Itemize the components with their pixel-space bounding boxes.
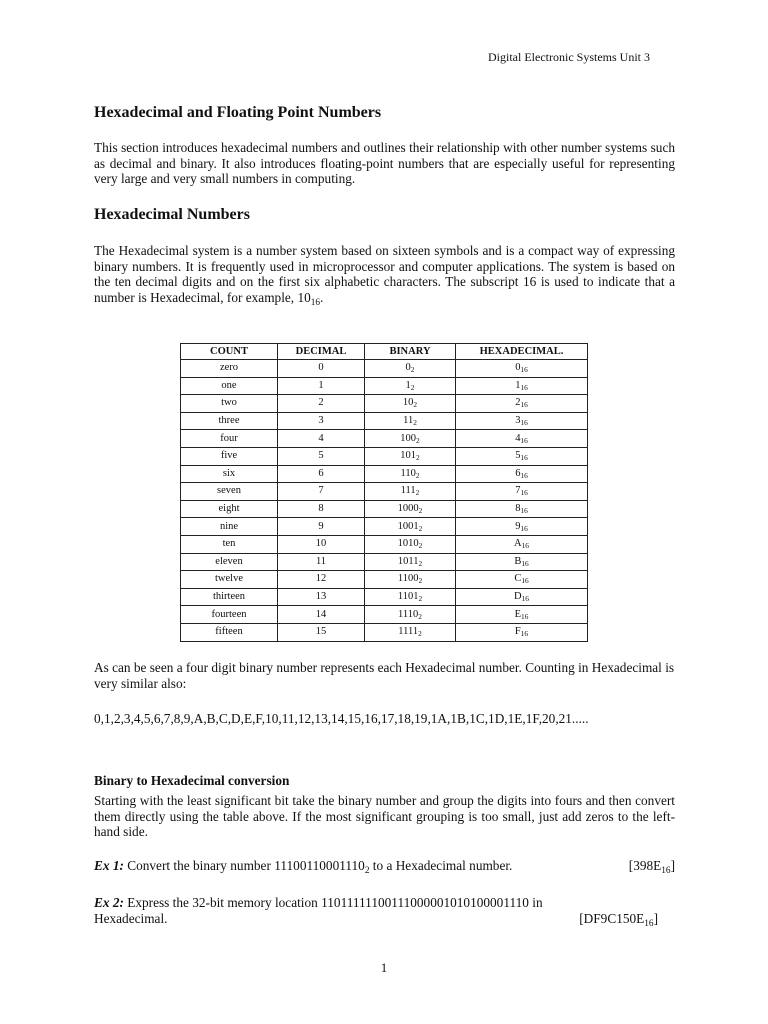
cell-binary — [365, 588, 456, 606]
col-header-binary: BINARY — [365, 344, 456, 360]
example-1-answer-sub: 16 — [661, 865, 671, 876]
example-2-text2: Hexadecimal. — [94, 910, 168, 926]
cell-hex — [456, 377, 588, 395]
cell-binary-value: 11 — [403, 415, 414, 427]
cell-binary-value: 1101 — [397, 591, 419, 603]
cell-binary-base: 2 — [416, 435, 420, 445]
cell-hex — [456, 571, 588, 589]
cell-count-value: eleven — [215, 555, 243, 567]
cell-decimal — [278, 518, 365, 536]
cell-decimal-value: 15 — [315, 626, 327, 638]
hex-paragraph-text: The Hexadecimal system is a number system based on sixteen symbols and is a compact way of expressing binary numbers. It is frequently used in microprocessor and computer applications. The system is based on the ten decimal digits and on the first six alphabetic characters. The subscript 16 is used to indicate that a number is Hexadecimal, for example, 10 — [94, 243, 675, 305]
table-row — [181, 465, 588, 483]
cell-binary — [365, 395, 456, 413]
example-1 — [94, 858, 675, 874]
cell-binary-value: 10 — [402, 397, 414, 409]
cell-binary-base: 2 — [418, 594, 423, 604]
cell-binary-base: 2 — [418, 523, 423, 533]
cell-binary-base: 2 — [413, 418, 417, 428]
example-1-answer — [629, 858, 675, 874]
cell-binary-value: 1010 — [397, 538, 419, 550]
cell-count — [181, 571, 278, 589]
cell-decimal-value: 14 — [315, 608, 327, 620]
cell-count-value: two — [221, 397, 237, 409]
cell-hex-value: 5 — [515, 450, 521, 462]
cell-binary — [365, 606, 456, 624]
cell-hex — [456, 500, 588, 518]
cell-hex — [456, 606, 588, 624]
table-row — [181, 395, 588, 413]
bin2hex-heading: Binary to Hexadecimal conversion — [94, 773, 290, 788]
cell-count-value: five — [220, 450, 238, 462]
cell-hex-base: 16 — [520, 488, 528, 498]
cell-hex-base: 16 — [520, 471, 528, 481]
cell-binary-value: 1 — [405, 379, 411, 391]
hex-paragraph-end: . — [320, 289, 324, 305]
page-number: 1 — [380, 960, 388, 975]
cell-binary-value: 1001 — [397, 520, 419, 532]
cell-hex-base: 16 — [520, 629, 529, 639]
table-row — [181, 430, 588, 448]
cell-count — [181, 465, 278, 483]
cell-binary — [365, 430, 456, 448]
example-1-text2: to a Hexadecimal number. — [369, 858, 513, 873]
cell-hex-value: D — [514, 591, 522, 603]
page-title: Hexadecimal and Floating Point Numbers — [94, 104, 382, 121]
cell-hex — [456, 623, 588, 641]
cell-binary-base: 2 — [418, 506, 423, 516]
cell-count — [181, 606, 278, 624]
cell-count-value: six — [222, 467, 236, 479]
cell-binary — [365, 500, 456, 518]
cell-hex — [456, 430, 588, 448]
cell-binary — [365, 571, 456, 589]
cell-binary-base: 2 — [418, 611, 422, 621]
cell-decimal-value: 0 — [318, 362, 324, 374]
cell-hex — [456, 588, 588, 606]
cell-hex — [456, 553, 588, 571]
cell-hex-value: 3 — [515, 415, 521, 427]
example-1-answer-end: ] — [670, 858, 675, 873]
cell-count-value: ten — [222, 538, 236, 550]
cell-decimal — [278, 571, 365, 589]
cell-decimal-value: 3 — [318, 415, 324, 427]
cell-decimal-value: 9 — [318, 520, 324, 532]
example-2-line1 — [94, 895, 675, 911]
cell-binary-base: 2 — [415, 488, 420, 498]
cell-count — [181, 483, 278, 501]
cell-binary — [365, 483, 456, 501]
cell-decimal — [278, 606, 365, 624]
cell-count — [181, 412, 278, 430]
table-body — [181, 360, 588, 642]
cell-decimal — [278, 360, 365, 378]
cell-hex — [456, 412, 588, 430]
cell-binary-value: 1011 — [397, 555, 419, 567]
cell-decimal — [278, 377, 365, 395]
cell-hex-base: 16 — [520, 365, 528, 375]
cell-hex-value: 7 — [515, 485, 521, 497]
cell-binary-base: 2 — [415, 471, 420, 481]
cell-binary — [365, 377, 456, 395]
table-row — [181, 483, 588, 501]
table-row — [181, 377, 588, 395]
cell-decimal — [278, 430, 365, 448]
cell-hex-base: 16 — [521, 611, 529, 621]
counting-sequence: 0,1,2,3,4,5,6,7,8,9,A,B,C,D,E,F,10,11,12,13,14,15,16,17,18,19,1A,1B,1C,1D,1E,1F,20,21..... — [94, 711, 589, 726]
cell-count-value: thirteen — [212, 591, 246, 603]
cell-count-value: twelve — [215, 573, 243, 585]
cell-hex-value: 6 — [515, 467, 521, 479]
cell-count-value: one — [221, 379, 237, 391]
after-table-paragraph: As can be seen a four digit binary number represents each Hexadecimal number. Counting in Hexadecimal is very similar also: — [94, 660, 675, 691]
cell-count-value: eight — [218, 503, 240, 515]
table-row — [181, 553, 588, 571]
cell-count — [181, 360, 278, 378]
cell-count — [181, 518, 278, 536]
cell-hex-base: 16 — [520, 418, 528, 428]
cell-hex — [456, 535, 588, 553]
cell-binary-value: 1110 — [398, 608, 419, 620]
cell-hex-base: 16 — [521, 576, 529, 586]
cell-hex-base: 16 — [521, 594, 529, 604]
cell-decimal — [278, 412, 365, 430]
cell-binary-base: 2 — [413, 400, 418, 410]
cell-hex-base: 16 — [521, 559, 529, 569]
cell-hex-base: 16 — [520, 523, 528, 533]
table-row — [181, 571, 588, 589]
col-header-count: COUNT — [181, 344, 278, 360]
table-header-row — [181, 344, 588, 360]
cell-binary-value: 0 — [405, 362, 411, 374]
cell-hex — [456, 518, 588, 536]
cell-hex-value: 0 — [515, 362, 521, 374]
hex-paragraph-sub: 16 — [310, 297, 321, 308]
cell-hex-value: 9 — [515, 520, 521, 532]
cell-hex — [456, 465, 588, 483]
cell-hex — [456, 395, 588, 413]
example-2-answer-end: ] — [653, 910, 658, 926]
cell-binary-value: 1111 — [398, 626, 419, 638]
cell-hex-value: F — [514, 626, 521, 638]
cell-decimal — [278, 553, 365, 571]
cell-decimal — [278, 483, 365, 501]
cell-binary-value: 101 — [400, 450, 417, 462]
cell-hex-base: 16 — [521, 541, 529, 551]
cell-count — [181, 430, 278, 448]
table-row — [181, 535, 588, 553]
table-row — [181, 588, 588, 606]
cell-decimal-value: 6 — [318, 467, 324, 479]
cell-decimal — [278, 623, 365, 641]
table-row — [181, 606, 588, 624]
cell-binary — [365, 465, 456, 483]
section-heading-hex: Hexadecimal Numbers — [94, 206, 250, 223]
cell-count-value: four — [220, 432, 238, 444]
table-row — [181, 518, 588, 536]
example-2-text: Express the 32-bit memory location 11011111100111000001010100001110 in — [123, 895, 543, 910]
example-2-line2 — [94, 911, 675, 927]
cell-decimal-value: 2 — [318, 397, 324, 409]
table-row — [181, 500, 588, 518]
cell-count — [181, 588, 278, 606]
cell-binary — [365, 623, 456, 641]
table-row — [181, 447, 588, 465]
cell-count-value: nine — [219, 520, 239, 532]
cell-binary-value: 110 — [400, 467, 416, 479]
example-1-answer-text: [398E — [628, 858, 662, 873]
cell-count — [181, 377, 278, 395]
table-row — [181, 360, 588, 378]
cell-binary-base: 2 — [418, 541, 423, 551]
cell-hex-value: 4 — [515, 432, 521, 444]
col-header-hexadecimal: HEXADECIMAL. — [456, 344, 588, 360]
example-2-answer — [579, 911, 658, 927]
cell-decimal — [278, 395, 365, 413]
example-1-sub: 2 — [364, 865, 370, 876]
cell-decimal-value: 8 — [318, 503, 324, 515]
cell-hex — [456, 360, 588, 378]
example-2-label: Ex 2: — [94, 895, 124, 910]
cell-decimal-value: 12 — [315, 573, 327, 585]
cell-decimal-value: 10 — [315, 538, 327, 550]
running-header: Digital Electronic Systems Unit 3 — [488, 50, 650, 64]
cell-binary — [365, 535, 456, 553]
example-1-label: Ex 1: — [94, 858, 124, 873]
cell-binary — [365, 447, 456, 465]
cell-count-value: fourteen — [211, 608, 247, 620]
cell-decimal-value: 5 — [318, 450, 324, 462]
cell-decimal — [278, 447, 365, 465]
table-row — [181, 412, 588, 430]
cell-hex-base: 16 — [520, 383, 528, 393]
number-systems-table — [180, 343, 588, 642]
example-2-answer-text: [DF9C150E — [579, 910, 645, 926]
cell-hex-base: 16 — [520, 400, 528, 410]
cell-binary-base: 2 — [418, 576, 423, 586]
cell-count — [181, 500, 278, 518]
cell-binary — [365, 412, 456, 430]
cell-count — [181, 623, 278, 641]
hex-paragraph — [94, 243, 675, 308]
cell-binary-base: 2 — [410, 365, 415, 375]
cell-decimal-value: 11 — [315, 555, 327, 567]
cell-binary-base: 2 — [418, 559, 423, 569]
cell-binary — [365, 518, 456, 536]
cell-count — [181, 553, 278, 571]
cell-binary-base: 2 — [418, 629, 422, 639]
cell-decimal-value: 1 — [318, 379, 324, 391]
cell-hex — [456, 447, 588, 465]
table-row — [181, 623, 588, 641]
cell-hex-value: 1 — [515, 379, 521, 391]
cell-hex-base: 16 — [520, 506, 528, 516]
cell-hex-value: 2 — [515, 397, 521, 409]
cell-hex-base: 16 — [520, 435, 528, 445]
col-header-decimal: DECIMAL — [278, 344, 365, 360]
cell-hex-value: E — [514, 608, 522, 620]
cell-count-value: three — [218, 415, 240, 427]
cell-decimal-value: 7 — [318, 485, 324, 497]
cell-binary-value: 100 — [400, 432, 417, 444]
cell-binary-value: 1000 — [397, 503, 419, 515]
cell-hex-value: C — [514, 573, 522, 585]
cell-decimal-value: 4 — [318, 432, 324, 444]
cell-count — [181, 395, 278, 413]
example-1-question — [94, 858, 512, 874]
cell-decimal — [278, 588, 365, 606]
bin2hex-paragraph: Starting with the least significant bit take the binary number and group the digits into fours and then convert them directly using the table above. If the most significant grouping is too small, just add zeros to the left-hand side. — [94, 793, 675, 839]
cell-count-value: seven — [217, 485, 241, 497]
cell-count — [181, 447, 278, 465]
intro-paragraph: This section introduces hexadecimal numbers and outlines their relationship with other number systems such as decimal and binary. It also introduces floating-point numbers that are especially useful for representing very large and very small numbers in computing. — [94, 140, 675, 186]
cell-count — [181, 535, 278, 553]
cell-decimal-value: 13 — [315, 591, 327, 603]
cell-count-value: fifteen — [215, 626, 243, 638]
cell-binary-base: 2 — [416, 453, 420, 463]
cell-hex-value: B — [514, 555, 522, 567]
cell-hex-value: 8 — [515, 503, 521, 515]
cell-binary-value: 1100 — [397, 573, 419, 585]
cell-decimal — [278, 465, 365, 483]
cell-binary-base: 2 — [410, 383, 415, 393]
cell-binary — [365, 360, 456, 378]
cell-decimal — [278, 535, 365, 553]
example-1-text: Convert the binary number 11100110001110 — [123, 858, 365, 873]
cell-hex-base: 16 — [520, 453, 528, 463]
cell-hex-value: A — [514, 538, 522, 550]
cell-decimal — [278, 500, 365, 518]
cell-binary-value: 111 — [400, 485, 416, 497]
cell-count-value: zero — [219, 362, 239, 374]
cell-binary — [365, 553, 456, 571]
cell-hex — [456, 483, 588, 501]
example-2-answer-sub: 16 — [644, 918, 654, 929]
